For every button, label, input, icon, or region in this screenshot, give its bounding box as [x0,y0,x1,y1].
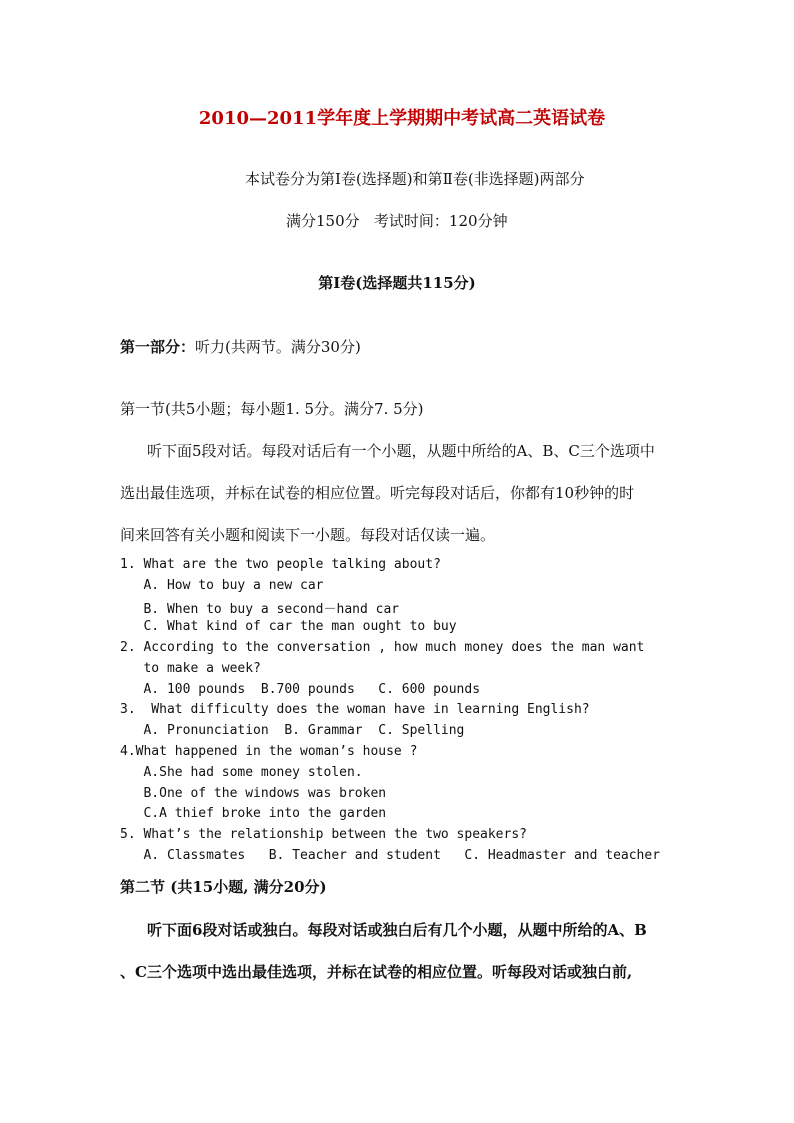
section1-heading: 第一节(共5小题；每小题1. 5分。满分7. 5分) [120,400,424,418]
exam-title: 2010—2011学年度上学期期中考试高二英语试卷 [198,108,606,129]
question-line: to make a week? [120,661,261,676]
section2-instruction-line: 、C三个选项中选出最佳选项，并标在试卷的相应位置。听每段对话或独白前, [120,963,633,981]
question-line: 5. What’s the relationship between the two speakers? [120,827,527,842]
option-line: C. What kind of car the man ought to buy [120,619,457,634]
question-line: 1. What are the two people talking about? [120,557,441,572]
section2-heading: 第二节 (共15小题, 满分20分) [120,878,327,896]
part1-text: 听力(共两节。满分30分) [195,338,361,356]
question-line: 4.What happened in the woman’s house ? [120,744,418,759]
instruction-line: 听下面5段对话。每段对话后有一个小题，从题中所给的A、B、C三个选项中 [147,442,655,460]
option-line: A. Pronunciation B. Grammar C. Spelling [120,723,465,738]
volume-heading: 第Ⅰ卷(选择题共115分) [318,274,476,292]
option-line: B.One of the windows was broken [120,786,387,801]
option-line: A.She had some money stolen. [120,765,363,780]
part1-heading [120,336,361,357]
exam-structure-note: 本试卷分为第Ⅰ卷(选择题)和第Ⅱ卷(非选择题)两部分 [245,170,585,188]
section2-instruction-line: 听下面6段对话或独白。每段对话或独白后有几个小题，从题中所给的A、B [147,921,647,939]
option-line: B. When to buy a second－hand car [120,602,400,617]
question-line: 2. According to the conversation , how much money does the man want [120,640,645,655]
option-line: A. Classmates B. Teacher and student C. Headmaster and teacher [120,848,661,863]
instruction-line: 选出最佳选项，并标在试卷的相应位置。听完每段对话后，你都有10秒钟的时 [120,484,635,502]
option-line: A. 100 pounds B.700 pounds C. 600 pounds [120,682,481,697]
part1-label: 第一部分： [120,338,196,356]
instruction-line: 间来回答有关小题和阅读下一小题。每段对话仅读一遍。 [120,526,496,544]
option-line: C.A thief broke into the garden [120,806,387,821]
option-line: A. How to buy a new car [120,578,324,593]
question-line: 3. What difficulty does the woman have in learning English? [120,702,590,717]
score-and-time: 满分150分 考试时间：120分钟 [286,212,508,230]
